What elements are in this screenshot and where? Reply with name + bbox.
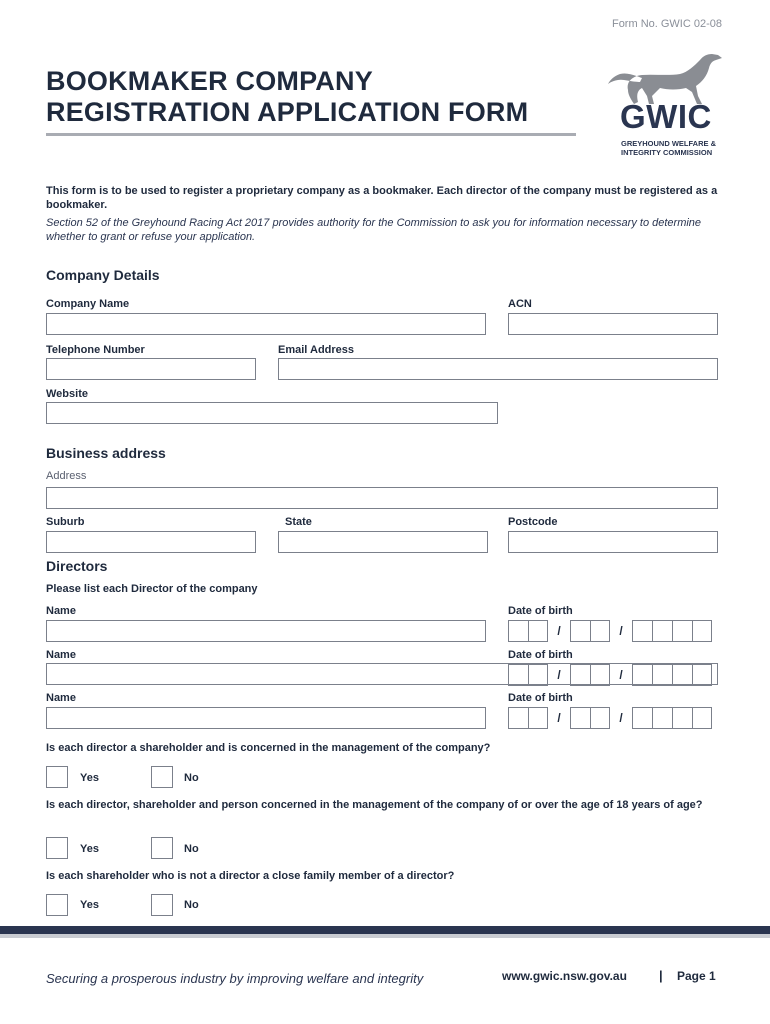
- dob-separator: /: [619, 624, 623, 638]
- question-1-text: Is each director a shareholder and is concerned in the management of the company?: [46, 742, 491, 754]
- director-1-name-label: Name: [46, 605, 76, 617]
- director-2-dob-field[interactable]: [508, 663, 712, 687]
- business-address-heading: Business address: [46, 445, 166, 461]
- dob-separator: /: [619, 668, 623, 682]
- dob-year-digit-4[interactable]: [692, 620, 712, 642]
- dob-year-digit-3[interactable]: [672, 707, 692, 729]
- question-1-yes-checkbox[interactable]: [46, 766, 68, 788]
- dob-year-digit-4[interactable]: [692, 707, 712, 729]
- logo-subtitle-line-2: INTEGRITY COMMISSION: [621, 148, 713, 157]
- dob-separator: /: [557, 624, 561, 638]
- website-field[interactable]: [46, 402, 498, 424]
- acn-field[interactable]: [508, 313, 718, 335]
- dob-month-digit-2[interactable]: [590, 707, 610, 729]
- suburb-label: Suburb: [46, 516, 85, 528]
- footer-divider-shadow: [0, 934, 770, 938]
- state-label: State: [285, 516, 312, 528]
- title-line-1: BOOKMAKER COMPANY: [46, 66, 373, 96]
- director-3-dob-label: Date of birth: [508, 692, 573, 704]
- director-2-name-label: Name: [46, 649, 76, 661]
- dob-day-digit-1[interactable]: [508, 664, 528, 686]
- logo-subtitle: [621, 139, 716, 157]
- email-label: Email Address: [278, 344, 355, 356]
- title-line-2: REGISTRATION APPLICATION FORM: [46, 97, 529, 127]
- director-3-name-label: Name: [46, 692, 76, 704]
- dob-day-digit-1[interactable]: [508, 707, 528, 729]
- postcode-label: Postcode: [508, 516, 558, 528]
- page-title: [46, 66, 528, 128]
- dob-day-digit-2[interactable]: [528, 664, 548, 686]
- telephone-label: Telephone Number: [46, 344, 145, 356]
- question-2-no-checkbox[interactable]: [151, 837, 173, 859]
- question-1-yes-label: Yes: [80, 772, 99, 784]
- intro-text: This form is to be used to register a proprietary company as a bookmaker. Each director of the company must be registered as a bookmaker.: [46, 185, 718, 211]
- dob-year-digit-2[interactable]: [652, 707, 672, 729]
- question-3-yes-label: Yes: [80, 899, 99, 911]
- dob-year-digit-2[interactable]: [652, 664, 672, 686]
- dob-year-digit-4[interactable]: [692, 664, 712, 686]
- dob-year-digit-1[interactable]: [632, 707, 652, 729]
- directors-heading: Directors: [46, 558, 108, 574]
- dob-year-digit-3[interactable]: [672, 664, 692, 686]
- dob-separator: /: [557, 668, 561, 682]
- title-underline: [46, 133, 576, 136]
- question-1-no-checkbox[interactable]: [151, 766, 173, 788]
- suburb-field[interactable]: [46, 531, 256, 553]
- question-3-yes-checkbox[interactable]: [46, 894, 68, 916]
- company-details-heading: Company Details: [46, 267, 160, 283]
- greyhound-icon: [606, 46, 734, 106]
- directors-instruction: Please list each Director of the company: [46, 583, 258, 595]
- footer-divider: [0, 926, 770, 934]
- address-label: Address: [46, 470, 87, 482]
- question-3-no-label: No: [184, 899, 199, 911]
- footer-separator: |: [659, 968, 663, 983]
- website-label: Website: [46, 388, 88, 400]
- gwic-logo: [606, 46, 734, 166]
- company-name-label: Company Name: [46, 298, 130, 310]
- dob-day-digit-2[interactable]: [528, 707, 548, 729]
- footer-website-link[interactable]: www.gwic.nsw.gov.au: [502, 969, 627, 983]
- page-number: Page 1: [677, 969, 716, 983]
- director-3-dob-field[interactable]: [508, 706, 712, 730]
- email-field[interactable]: [278, 358, 718, 380]
- dob-month-digit-1[interactable]: [570, 664, 590, 686]
- dob-month-digit-2[interactable]: [590, 664, 610, 686]
- address-field[interactable]: [46, 487, 718, 509]
- director-1-name-field[interactable]: [46, 620, 486, 642]
- dob-separator: /: [557, 711, 561, 725]
- question-3-no-checkbox[interactable]: [151, 894, 173, 916]
- question-2-yes-checkbox[interactable]: [46, 837, 68, 859]
- dob-year-digit-2[interactable]: [652, 620, 672, 642]
- question-1-no-label: No: [184, 772, 199, 784]
- company-name-field[interactable]: [46, 313, 486, 335]
- dob-month-digit-1[interactable]: [570, 707, 590, 729]
- question-2-no-label: No: [184, 843, 199, 855]
- footer-tagline: Securing a prosperous industry by improving welfare and integrity: [46, 971, 424, 986]
- director-3-name-field[interactable]: [46, 707, 486, 729]
- acn-label: ACN: [508, 298, 532, 310]
- director-2-dob-label: Date of birth: [508, 649, 573, 661]
- dob-day-digit-2[interactable]: [528, 620, 548, 642]
- question-2-yes-label: Yes: [80, 843, 99, 855]
- dob-month-digit-2[interactable]: [590, 620, 610, 642]
- state-field[interactable]: [278, 531, 488, 553]
- logo-subtitle-line-1: GREYHOUND WELFARE &: [621, 139, 717, 148]
- question-3-text: Is each shareholder who is not a director a close family member of a director?: [46, 870, 455, 882]
- logo-wordmark: GWIC: [620, 98, 712, 135]
- telephone-field[interactable]: [46, 358, 256, 380]
- director-1-dob-label: Date of birth: [508, 605, 573, 617]
- dob-year-digit-3[interactable]: [672, 620, 692, 642]
- dob-separator: /: [619, 711, 623, 725]
- director-1-dob-field[interactable]: [508, 619, 712, 643]
- dob-year-digit-1[interactable]: [632, 664, 652, 686]
- dob-month-digit-1[interactable]: [570, 620, 590, 642]
- postcode-field[interactable]: [508, 531, 718, 553]
- dob-year-digit-1[interactable]: [632, 620, 652, 642]
- form-number: Form No. GWIC 02-08: [611, 18, 722, 30]
- question-2-text: Is each director, shareholder and person concerned in the management of the company of or over the age of 18 years of age?: [46, 799, 703, 811]
- dob-day-digit-1[interactable]: [508, 620, 528, 642]
- legal-authority-text: Section 52 of the Greyhound Racing Act 2017 provides authority for the Commission to ask you for information necessary to determine whether to grant or refuse your application.: [46, 217, 702, 243]
